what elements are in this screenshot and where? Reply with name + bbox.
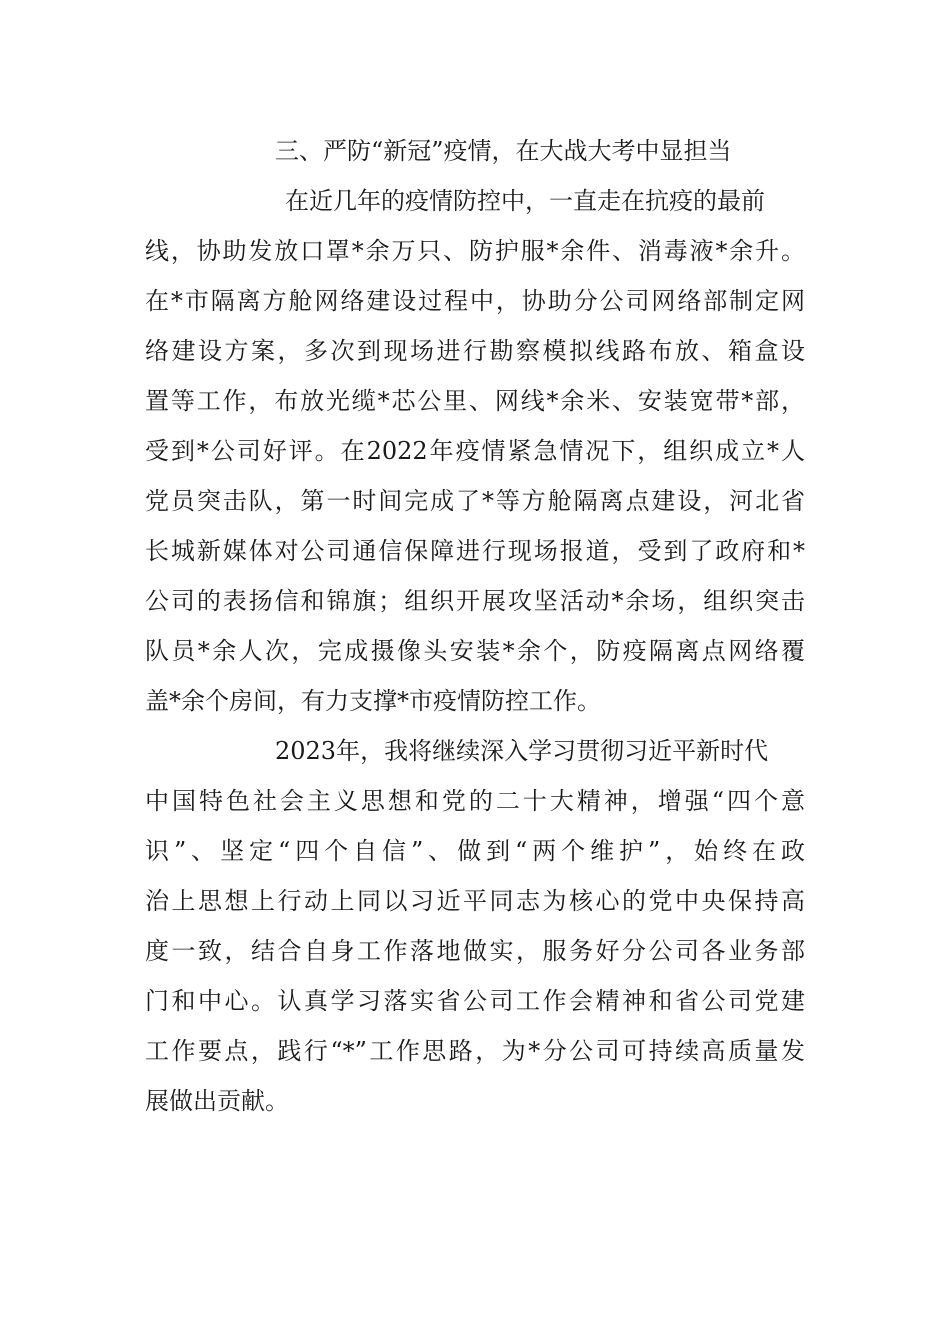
paragraph-1-line-8: 长城新媒体对公司通信保障进行现场报道，受到了政府和* [145,537,805,565]
paragraph-1-line-2: 线，协助发放口罩*余万只、防护服*余件、消毒液*余升。 [145,237,805,265]
section-heading: 三、严防“新冠”疫情，在大战大考中显担当 [275,137,732,165]
paragraph-1-line-7: 党员突击队，第一时间完成了*等方舱隔离点建设，河北省 [145,487,805,515]
paragraph-1-line-4: 络建设方案，多次到现场进行勘察模拟线路布放、箱盒设 [145,337,805,365]
paragraph-2-line-2: 中国特色社会主义思想和党的二十大精神，增强“四个意 [145,787,805,815]
paragraph-1-line-9: 公司的表扬信和锦旗；组织开展攻坚活动*余场，组织突击 [145,587,805,615]
paragraph-1-line-11: 盖*余个房间，有力支撑*市疫情防控工作。 [145,687,601,715]
paragraph-1-line-3: 在*市隔离方舱网络建设过程中，协助分公司网络部制定网 [145,287,805,315]
paragraph-1-line-1: 在近几年的疫情防控中，一直走在抗疫的最前 [285,187,765,215]
paragraph-2-line-3: 识”、坚定“四个自信”、做到“两个维护”，始终在政 [145,837,805,865]
paragraph-1-line-10: 队员*余人次，完成摄像头安装*余个，防疫隔离点网络覆 [145,637,805,665]
paragraph-2-line-8: 展做出贡献。 [145,1087,289,1115]
paragraph-2-line-7: 工作要点，践行“*”工作思路，为*分公司可持续高质量发 [145,1037,805,1065]
paragraph-2-line-6: 门和中心。认真学习落实省公司工作会精神和省公司党建 [145,987,805,1015]
paragraph-2-line-5: 度一致，结合自身工作落地做实，服务好分公司各业务部 [145,937,805,965]
paragraph-1-line-5: 置等工作，布放光缆*芯公里、网线*余米、安装宽带*部， [145,387,805,415]
paragraph-2-line-4: 治上思想上行动上同以习近平同志为核心的党中央保持高 [145,887,805,915]
paragraph-1-line-6: 受到*公司好评。在2022年疫情紧急情况下，组织成立*人 [145,437,805,465]
paragraph-2-line-1: 2023年，我将继续深入学习贯彻习近平新时代 [275,737,769,765]
